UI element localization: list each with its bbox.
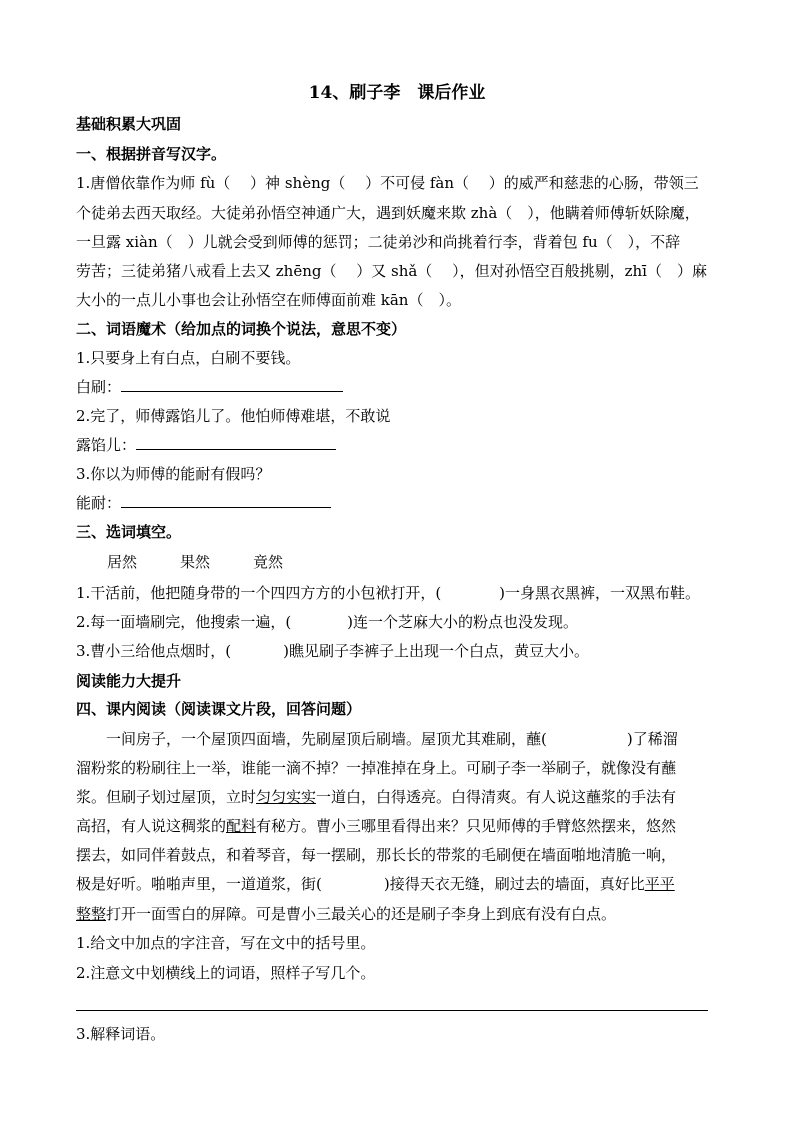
question-1-line: 个徒弟去西天取经。大徒弟孙悟空神通广大，遇到妖魔来欺 zhà（ ），他瞒着师傅斩妖除魔， [76,204,700,222]
answer-label: 能耐： [76,494,122,512]
page-title: 14、刷子李 课后作业 [308,83,486,103]
passage-line [76,874,675,894]
question-2-sentence: 1.只要身上有白点，白刷不要钱。 [76,349,301,367]
passage-line [76,816,676,836]
answer-row [76,435,336,455]
passage-text: 一间房子，一个屋顶四面墙，先刷屋顶后刷墙。屋顶尤其难刷，蘸( [106,730,547,748]
answer-row [76,377,343,397]
question-1-line: 劳苦；三徒弟猪八戒看上去又 zhēng（ ）又 shǎ（ ），但对孙悟空百般挑剔，zhī（ ）麻 [76,262,707,280]
passage-line: 摆去，如同伴着鼓点，和着琴音，每一摆刷，那长长的带浆的毛刷便在墙面啪地清脆一响， [76,846,677,864]
sentence-text: )连一个芝麻大小的粉点也没发现。 [347,613,579,631]
fill-sentence [76,641,589,661]
passage-line [76,787,676,807]
answer-label: 白刷： [76,378,122,396]
question-1-line: 1.唐僧依靠作为师 fù（ ）神 shèng（ ）不可侵 fàn（ ）的威严和慈悲的心肠，带领三 [76,174,699,192]
word-choices [107,552,283,572]
answer-blank[interactable] [121,377,343,392]
section-heading-basics: 基础积累大巩固 [76,115,182,133]
question-4-title: 四、课内阅读（阅读课文片段，回答问题） [76,700,362,718]
passage-line [106,729,678,749]
fill-sentence [76,612,578,632]
passage-text: )了稀溜 [626,730,678,748]
question-3-title: 三、选词填空。 [76,523,182,541]
sentence-text: 1.干活前，他把随身带的一个四四方方的小包袱打开，( [76,584,442,602]
word-choice: 竟然 [253,553,284,571]
underlined-word: 整整 [76,905,107,923]
passage-text: 高招，有人说这稠浆的 [76,817,227,835]
passage-text: 浆。但刷子划过屋顶，立时 [76,788,257,806]
sentence-text: 3.曹小三给他点烟时，( [76,642,232,660]
underlined-word: 平平 [644,875,675,893]
answer-blank[interactable] [121,493,331,508]
sub-question: 1.给文中加点的字注音，写在文中的括号里。 [76,934,376,952]
sentence-text: 2.每一面墙刷完，他搜索一遍，( [76,613,292,631]
question-1-line: 大小的一点儿小事也会让孙悟空在师傅面前难 kān（ ）。 [76,291,461,309]
answer-row [76,493,331,513]
answer-line[interactable] [76,1010,708,1011]
sub-question: 2.注意文中划横线上的词语，照样子写几个。 [76,964,376,982]
fill-sentence [76,583,700,603]
underlined-word: 匀匀实实 [256,788,317,806]
passage-line: 溜粉浆的粉刷往上一举，谁能一滴不掉？一掉准掉在身上。可刷子李一举刷子，就像没有蘸 [76,759,677,777]
passage-text: 极是好听。啪啪声里，一道道浆，街( [76,875,322,893]
question-2-sentence: 3.你以为师傅的能耐有假吗？ [76,465,271,483]
sentence-text: )瞧见刷子李裤子上出现一个白点，黄豆大小。 [283,642,590,660]
question-2-sentence: 2.完了，师傅露馅儿了。他怕师傅难堪，不敢说 [76,407,391,425]
section-heading-reading: 阅读能力大提升 [76,672,182,690]
question-1-line: 一旦露 xiàn（ ）儿就会受到师傅的惩罚；二徒弟沙和尚挑着行李，背着包 fu（ ），不辞 [76,233,681,251]
passage-text: 一道白，白得透亮。白得清爽。有人说这蘸浆的手法有 [316,788,677,806]
question-2-title: 二、词语魔术（给加点的词换个说法，意思不变） [76,320,407,338]
answer-blank[interactable] [136,435,336,450]
sub-question: 3.解释词语。 [76,1025,166,1043]
question-1-title: 一、根据拼音写汉字。 [76,145,227,163]
passage-line [76,904,616,924]
passage-text: 打开一面雪白的屏障。可是曹小三最关心的还是刷子李身上到底有没有白点。 [106,905,617,923]
word-choice: 果然 [180,553,211,571]
sentence-text: )一身黑衣黑裤，一双黑布鞋。 [499,584,701,602]
passage-text: )接得天衣无缝，刷过去的墙面，真好比 [383,875,645,893]
word-choice: 居然 [107,553,138,571]
passage-text: 有秘方。曹小三哪里看得出来？只见师傅的手臂悠然摆来，悠然 [256,817,677,835]
underlined-word: 配料 [226,817,257,835]
answer-label: 露馅儿： [76,436,137,454]
